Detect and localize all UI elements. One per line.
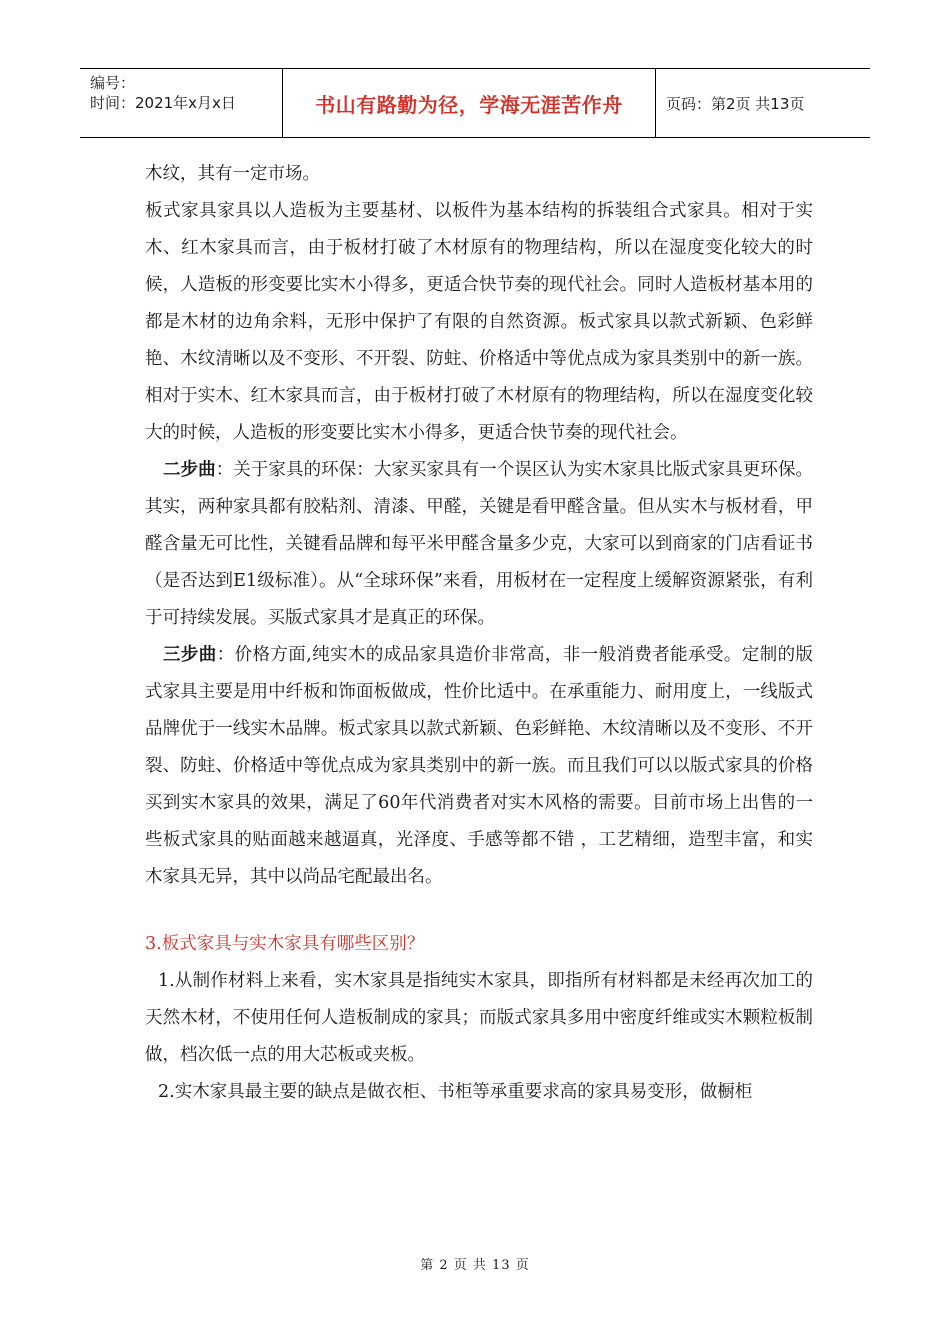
page-header xyxy=(80,68,870,138)
paragraph: 木纹，其有一定市场。 xyxy=(145,164,320,184)
paragraph: 板式家具家具以人造板为主要基材、以板件为基本结构的拆装组合式家具。相对于实木、红木家具而言，由于板材打破了木材原有的物理结构，所以在湿度变化较大的时候，人造板的形变要比实木小得多，更适合快节奏的现代社会。同时人造板材基本用的都是木材的边角余料，无形中保护了有限的自然资源。板式家具以款式新颖、色彩鲜艳、木纹清晰以及不变形、不开裂、防蛀、价格适中等优点成为家具类别中的新一族。相对于实木、红木家具而言，由于板材打破了木材原有的物理结构，所以在湿度变化较大的时候，人造板的形变要比实木小得多，更适合快节奏的现代社会。 xyxy=(145,201,813,443)
header-meta xyxy=(80,69,282,137)
header-page-info xyxy=(656,69,870,137)
paragraph-step-three xyxy=(145,637,813,896)
step-three-label: 三步曲 xyxy=(163,645,217,665)
page-info-text: 页码：第2页 共13页 xyxy=(666,94,805,113)
section-heading: 3.板式家具与实木家具有哪些区别？ xyxy=(145,934,425,954)
document-body xyxy=(145,156,813,1111)
document-number-label: 编号： xyxy=(90,74,136,92)
header-motto-cell xyxy=(282,69,656,137)
header-motto: 书山有路勤为径，学海无涯苦作舟 xyxy=(315,92,623,117)
paragraph: 1.从制作材料上来看，实木家具是指纯实木家具，即指所有材料都是未经再次加工的天然木材，不使用任何人造板制成的家具；而版式家具多用中密度纤维或实木颗粒板制做，档次低一点的用大芯板或夹板。 xyxy=(145,971,813,1065)
paragraph-step-two xyxy=(145,452,813,637)
paragraph: 2.实木家具最主要的缺点是做衣柜、书柜等承重要求高的家具易变形，做橱柜 xyxy=(158,1082,753,1102)
step-three-text: ：价格方面,纯实木的成品家具造价非常高，非一般消费者能承受。定制的版式家具主要是用中纤板和饰面板做成，性价比适中。在承重能力、耐用度上，一线版式品牌优于一线实木品牌。板式家具以款式新颖、色彩鲜艳、木纹清晰以及不变形、不开裂、防蛀、价格适中等优点成为家具类别中的新一族。而且我们可以以版式家具的价格买到实木家具的效果，满足了60年代消费者对实木风格的需要。目前市场上出售的一些板式家具的贴面越来越逼真，光泽度、手感等都不错 ，工艺精细，造型丰富，和实木家具无异，其中以尚品宅配最出名。 xyxy=(145,645,813,887)
document-date: 时间：2021年x月x日 xyxy=(90,94,236,112)
step-two-text: ：关于家具的环保：大家买家具有一个误区认为实木家具比版式家具更环保。其实，两种家具都有胶粘剂、清漆、甲醛，关键是看甲醛含量。但从实木与板材看，甲醛含量无可比性，关键看品牌和每平米甲醛含量多少克，大家可以到商家的门店看证书（是否达到E1级标准）。从“全球环保”来看，用板材在一定程度上缓解资源紧张，有利于可持续发展。买版式家具才是真正的环保。 xyxy=(145,460,814,628)
step-two-label: 二步曲 xyxy=(163,460,216,480)
page-footer: 第 2 页 共 13 页 xyxy=(420,1258,530,1273)
spacer xyxy=(145,896,813,926)
